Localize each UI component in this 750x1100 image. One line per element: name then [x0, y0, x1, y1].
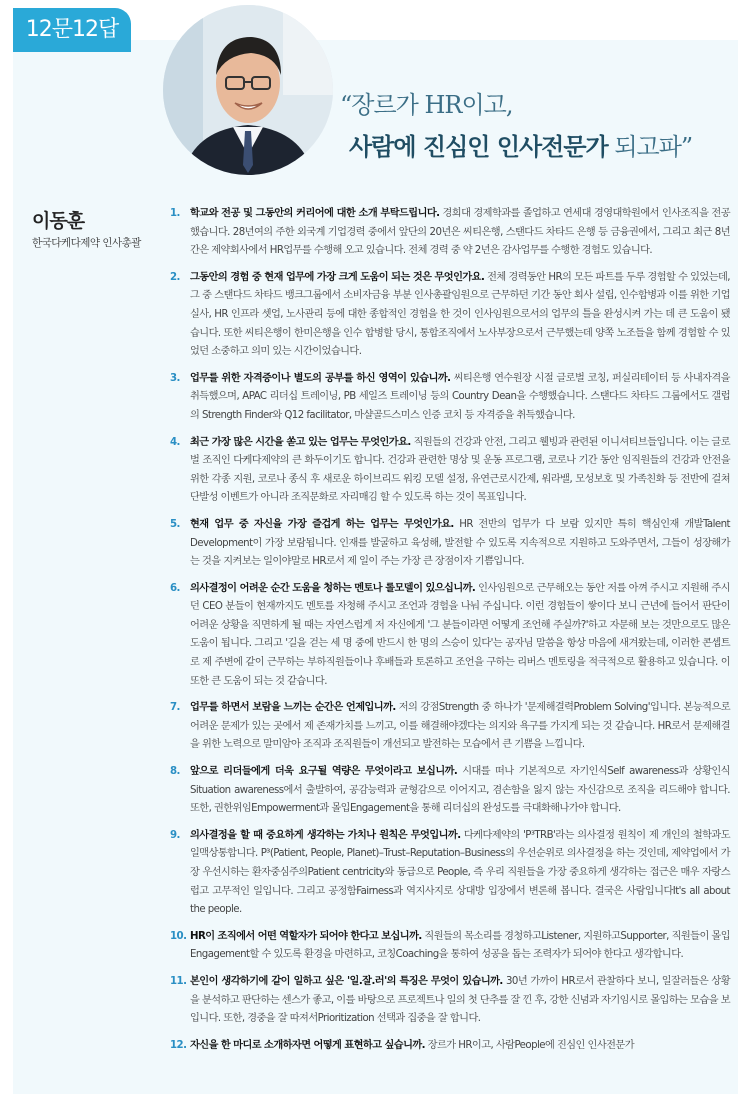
qa-item: [170, 580, 730, 692]
question-number: 9.: [170, 829, 180, 841]
qa-item: [170, 973, 730, 1029]
answer-text: 인사임원으로 근무해오는 동안 저를 아껴 주시고 지원해 주시던 CEO 분들이 현재까지도 멘토를 자청해 주시고 조언과 경험을 나눠 주십니다. 이런 경험들이 쌓이다 보니 근년에 들어서 판단이 어려운 상황을 직면하게 될 때는 자연스럽게 저 자신에게 '그 분들이라면 어떻게 조언해 주실까?'하고 자문해 보는 것만으로도 많은 도움이 됩니다. 그리고 '길을 걷는 세 명 중에 반드시 한 명의 스승이 있다'는 공자님 말씀을 항상 마음에 새겨왔는데, 이러한 콘셉트로 제 주변에 같이 근무하는 부하직원들이나 후배들과 토론하고 조언을 구하는 리버스 멘토링을 적극적으로 활용하고 있습니다. 이 또한 큰 도움이 되는 것 같습니다.: [190, 582, 730, 687]
qa-list: [170, 205, 730, 1063]
portrait-illustration: [163, 5, 333, 175]
qa-item: [170, 516, 730, 572]
question-number: 11.: [170, 975, 187, 987]
answer-text: HR 전반의 업무가 다 보람 있지만 특히 핵심인재 개발Talent Development이 가장 보람됩니다. 인재를 발굴하고 육성해, 발전할 수 있도록 지속적으로 지원하고 도와주면서, 그들이 성장해가는 것을 지켜보는 일이야말로 HR로서 제 일이 주는 가장 큰 장점이자 기쁨입니다.: [190, 518, 730, 568]
question-number: 5.: [170, 518, 180, 530]
answer-text: 다케다제약의 'P³TRB'라는 의사결정 원칙이 제 개인의 철학과도 일맥상통합니다. P³(Patient, People, Planet)–Trust–Reputation–Business의 우선순위로 의사결정을 하는 것인데, 제약업에서 가장 우선시하는 환자중심주의Patient centricity와 동급으로 People, 즉 우리 직원들을 가장 중요하게 생각하는 접근은 매우 자랑스럽고 고무적인 일입니다. 그리고 공정함Fairness과 역지사지로 상대방 입장에서 변론해 봅니다. 결국은 사람입니다It's all about the people.: [190, 829, 730, 916]
qa-item: [170, 827, 730, 920]
question-number: 1.: [170, 208, 180, 219]
quote-line-2-emphasis: 사람에 진심인 인사전문가: [349, 132, 608, 161]
question-text: 의사결정을 할 때 중요하게 생각하는 가치나 원칙은 무엇입니까.: [190, 829, 461, 841]
question-number: 2.: [170, 271, 180, 283]
answer-text: 30년 가까이 HR로서 관찰하다 보니, 일잘러들은 상황을 분석하고 판단하는 센스가 좋고, 이를 바탕으로 프로젝트나 일의 첫 단추를 잘 낀 후, 강한 신념과 자기임시로 몰입하는 모습을 보입니다. 또한, 경중을 잘 따져서Prioritization 선택과 집중을 잘 합니다.: [190, 975, 730, 1025]
question-text: 그동안의 경험 중 현재 업무에 가장 크게 도움이 되는 것은 무엇인가요.: [190, 271, 485, 283]
question-number: 12.: [170, 1039, 187, 1051]
question-number: 3.: [170, 372, 180, 384]
question-text: 업무를 위한 자격증이나 별도의 공부를 하신 영역이 있습니까.: [190, 372, 451, 384]
answer-text: 장르가 HR이고, 사람People에 진심인 인사전문가: [427, 1039, 634, 1051]
qa-item: [170, 699, 730, 755]
question-number: 7.: [170, 702, 180, 714]
qa-item: [170, 269, 730, 362]
portrait-photo: [163, 5, 333, 175]
question-text: HR이 조직에서 어떤 역할자가 되어야 한다고 보십니까.: [190, 930, 422, 942]
interviewee-name: 이동훈: [32, 210, 85, 232]
question-number: 10.: [170, 930, 187, 942]
answer-text: 전체 경력동안 HR의 모든 파트를 두루 경험할 수 있었는데, 그 중 스탠다드 차타드 뱅크그룹에서 소비자금융 부분 인사총괄임원으로 근무하던 기간 동안 회사 설립, 인수합병과 이를 위한 기업실사, HR 인프라 셋업, 노사관리 등에 대한 종합적인 경험을 한 것이 인사임원으로서의 업무의 틀을 완성시켜 가는 데 큰 도움이 됐습니다. 또한 씨티은행이 한미은행을 인수 합병할 당시, 통합조직에서 노사부장으로서 근무했는데 양쪽 노조들을 함께 경험할 수 있었던 소중하고 의미 있는 시간이었습니다.: [190, 271, 730, 358]
question-text: 학교와 전공 및 그동안의 커리어에 대한 소개 부탁드립니다.: [190, 208, 440, 219]
interviewee-title: 한국다케다제약 인사총괄: [32, 237, 141, 249]
quote-line-2-rest: 되고파”: [607, 133, 693, 161]
question-text: 최근 가장 많은 시간을 쏟고 있는 업무는 무엇인가요.: [190, 436, 411, 448]
qa-item: [170, 434, 730, 508]
answer-text: 씨티은행 연수원장 시절 글로벌 코칭, 퍼실리테이터 등 사내자격을 취득했으며, APAC 리더십 트레이닝, PB 세일즈 트레이닝 등의 Country Dean을 수행했습니다. 스탠다드 차타드 그룹에서도 갤럽의 Strength Finder와 Q12 facilitator, 마샬골드스미스 인증 코치 등 자격증을 취득했습니다.: [190, 372, 730, 421]
qa-item: [170, 205, 730, 261]
qa-item: [170, 928, 730, 965]
qa-item: [170, 370, 730, 426]
question-text: 자신을 한 마디로 소개하자면 어떻게 표현하고 싶습니까.: [190, 1039, 425, 1051]
question-text: 앞으로 리더들에게 더욱 요구될 역량은 무엇이라고 보십니까.: [190, 766, 458, 778]
question-number: 4.: [170, 436, 180, 448]
question-text: 현재 업무 중 자신을 가장 즐겁게 하는 업무는 무엇인가요.: [190, 518, 454, 530]
answer-text: 경희대 경제학과를 졸업하고 연세대 경영대학원에서 인사조직을 전공했습니다. 28년여의 주한 외국계 기업경력 중에서 앞단의 20년은 씨티은행, 스탠다드 차타드 은행 등 금융권에서, 그리고 최근 8년간은 제약회사에서 HR업무를 수행해 오고 있습니다. 전체 경력 중 약 2년은 감사업무를 수행한 경험도 있습니다.: [190, 208, 730, 257]
question-number: 8.: [170, 766, 180, 778]
question-text: 업무를 하면서 보람을 느끼는 순간은 언제입니까.: [190, 702, 396, 714]
quote-line-2: [349, 127, 692, 162]
question-text: 본인이 생각하기에 같이 일하고 싶은 '일.잘.러'의 특징은 무엇이 있습니까.: [190, 975, 503, 987]
qa-item: [170, 1037, 730, 1056]
question-text: 의사결정이 어려운 순간 도움을 청하는 멘토나 롤모델이 있으십니까.: [190, 582, 476, 594]
quote-line-1: “장르가 HR이고,: [340, 91, 513, 119]
answer-text: 직원들의 목소리를 경청하고Listener, 지원하고Supporter, 직원들이 몰입Engagement할 수 있도록 환경을 마련하고, 코칭Coaching을 통하여 성공을 돕는 조력자가 되어야 한다고 생각합니다.: [190, 930, 731, 961]
section-badge: 12문12답: [13, 8, 131, 52]
answer-text: 직원들의 건강과 안전, 그리고 웰빙과 관련된 이니셔티브들입니다. 이는 글로벌 조직인 다케다제약의 큰 화두이기도 합니다. 건강과 관련한 명상 및 운동 프로그램, 코로나 기간 동안 임직원들의 건강과 안전을 위한 각종 지원, 코로나 종식 후 새로운 하이브리드 워킹 모델 설정, 유연근로시간제, 워라밸, 모성보호 및 가족친화 등 전반에 걸쳐 단발성 이벤트가 아니라 조직문화로 자리매김 할 수 있도록 하는 것이 목표입니다.: [190, 436, 730, 504]
qa-item: [170, 763, 730, 819]
answer-text: 저의 강점Strength 중 하나가 '문제해결력Problem Solving'입니다. 본능적으로 어려운 문제가 있는 곳에서 제 존재가치를 느끼고, 이를 해결해야겠다는 의지와 욕구를 가지게 되는 것 같습니다. HR로서 문제해결을 위한 노력으로 말미암아 조직과 조직원들이 개선되고 발전하는 모습에서 큰 기쁨을 느낍니다.: [190, 702, 730, 751]
answer-text: 시대를 떠나 기본적으로 자기인식Self awareness과 상황인식Situation awareness에서 출발하여, 공감능력과 균형감으로 이어지고, 겸손함을 잃지 않는 자신감으로 조직을 리드해야 합니다. 또한, 권한위임Empowerment과 몰입Engagement을 통해 리더십의 완성도를 극대화해나가야 합니다.: [190, 766, 730, 815]
question-number: 6.: [170, 582, 180, 594]
